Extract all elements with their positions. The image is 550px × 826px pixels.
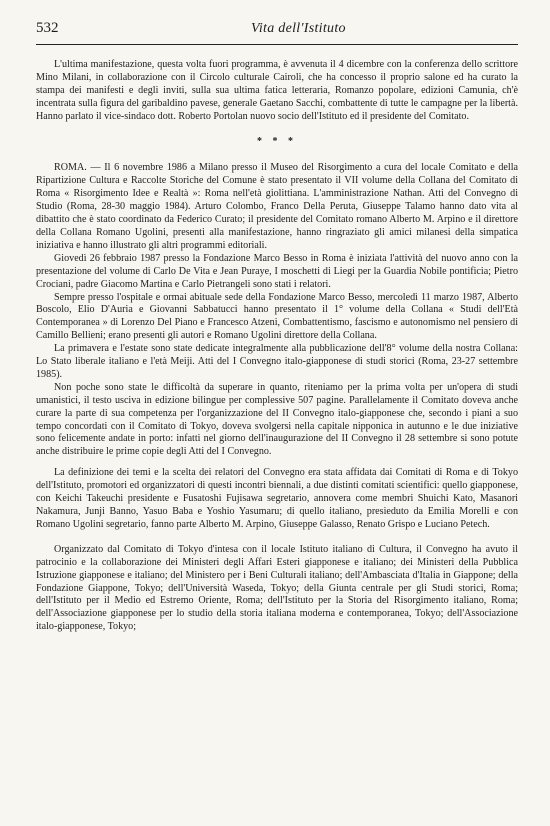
paragraph-besso-marzo: Sempre presso l'ospitale e ormai abituale sede della Fondazione Marco Besso, mercoledì 11 marzo 1987, Alberto Boscolo, Elio D'Auria e Giovanni Sabbatucci hanno presentato il 1° volume della Collana « Studi dell'Età Contemporanea » di Lorenzo Del Piano e Francesco Atzeni, Combattentismo, fascismo e autonomismo nel pensiero di Camillo Bellieni; erano presenti gli autori e Romano Ugolini direttore della Collana. [36, 291, 518, 342]
paragraph-organizzazione: Organizzato dal Comitato di Tokyo d'intesa con il locale Istituto italiano di Cultura, il Convegno ha avuto il patrocinio e la collaborazione dei Ministeri degli Affari Esteri giapponese e italiano; dei Ministeri della Pubblica Istruzione giapponese e italiano; del Ministero per i Beni Culturali italiano; dell'Ambasciata d'Italia in Giappone; della Fondazione Giappone, Tokyo; dell'Università Waseda, Tokyo; della Giunta centrale per gli Studi storici, Roma; dell'Istituto per il Medio ed Estremo Oriente, Roma; dell'Istituto per la Storia del Risorgimento italiano, Roma; dell'Associazione giapponese per lo studio della storia italiana moderna e contemporanea, Tokyo; dell'Associazione italo-giapponese, Tokyo; [36, 543, 518, 633]
paragraph-comitati: La definizione dei temi e la scelta dei relatori del Convegno era stata affidata dai Comitati di Roma e di Tokyo dell'Istituto, promotori ed organizzatori di questi incontri biennali, a due distinti comitati scientifici: quello giapponese, con Keichi Takeuchi presidente e Fusatoshi Fujisawa segretario, annovera come membri Shuichi Kato, Masanori Nakamura, Junji Banno, Yasuo Baba e Yoshio Yasumaru; di quello italiano, presieduto da Emilia Morelli e con Romano Ugolini segretario, fanno parte Alberto M. Arpino, Giuseppe Galasso, Renato Grispo e Luciano Petech. [36, 467, 518, 530]
page-number: 532 [36, 20, 59, 36]
section-separator: * * * [257, 135, 297, 147]
running-title: Vita dell'Istituto [251, 21, 346, 36]
paragraph-roma-intro: ROMA. — Il 6 novembre 1986 a Milano presso il Museo del Risorgimento a cura del locale Comitato e della Ripartizione Cultura e Raccolte Storiche del Comune è stato presentato il VII volume della Collana del Comitato di Roma « Risorgimento Idee e Realtà »: Roma nell'età giolittiana. L'amministrazione Nathan. Atti del Convegno di Studio (Roma, 28-30 maggio 1984). Arturo Colombo, Franco Della Peruta, Giuseppe Talamo hanno dato vita al dibattito che è stato coordinato da Federico Curato; il presidente del Comitato romano Alberto M. Arpino e il direttore della Collana Romano Ugolini, presenti alla manifestazione, hanno ringraziato gli amici milanesi della simpatica iniziativa e hanno illustrato gli altri programmi editoriali. [36, 162, 518, 251]
paragraph-pavia: L'ultima manifestazione, questa volta fuori programma, è avvenuta il 4 dicembre con la conferenza dello scrittore Mino Milani, in collaborazione con il Circolo culturale Cairoli, che ha concesso il proprio salone ed ha curato la stampa dei manifesti e degli inviti, sulla sua ultima fatica letteraria, Romanzo popolare, edizioni Camunia, ch'è incentrata sulla figura del garibaldino pavese, generale Gaetano Sacchi, combattente di tutte le campagne per la libertà. Hanno parlato il vice-sindaco dott. Roberto Portolan nuovo socio dell'Istituto ed il presidente del Comitato. [36, 59, 518, 122]
paragraph-difficolta: Non poche sono state le difficoltà da superare in quanto, riteniamo per la prima volta per un'opera di studi umanistici, il testo usciva in edizione bilingue per complessive 507 pagine. Parallelamente il Comitato doveva anche curare la parte di sua competenza per l'organizzazione del II Convegno italo-giapponese che, secondo i piani a suo tempo concordati con il Comitato di Tokyo, doveva svolgersi nella capitale nipponica in autunno e le due iniziative sono felicemente andate in porto: infatti nel giorno dell'inaugurazione del II Convegno il 28 settembre si sono potute anche distribuire le prime copie degli Atti del I Convegno. [36, 381, 518, 458]
body-text [36, 59, 518, 634]
paragraph-besso-febbraio: Giovedì 26 febbraio 1987 presso la Fondazione Marco Besso in Roma è iniziata l'attività del nuovo anno con la presentazione del volume di Carlo De Vita e Jean Puraye, I moschetti di Liegi per la Guardia Nobile pontificia; Pietro Crociani, padre Giacomo Martina e Carlo Pietrangeli sono stati i relatori. [36, 252, 518, 290]
paragraph-collana: La primavera e l'estate sono state dedicate integralmente alla pubblicazione dell'8° volume della nostra Collana: Lo Stato liberale italiano e l'età Meiji. Atti del I Convegno italo-giapponese di studi storici (Roma, 23-27 settembre 1985). [36, 343, 518, 380]
running-header [36, 20, 518, 45]
